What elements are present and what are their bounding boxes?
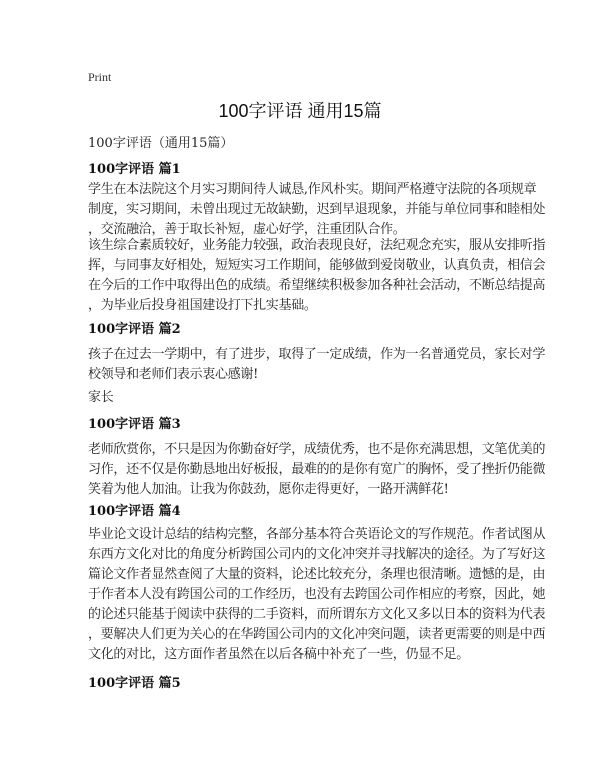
section-heading: 100字评语 篇5 bbox=[88, 676, 181, 691]
section-heading: 100字评语 篇3 bbox=[88, 417, 181, 432]
text-line: 校领导和老师们表示衷心感谢! bbox=[88, 367, 259, 382]
text-line: 笑着为他人加油。让我为你鼓劲，愿你走得更好，一路开满鲜花! bbox=[88, 482, 449, 497]
text-line: 该生综合素质较好，业务能力较强，政治表现良好，法纪观念充实，服从安排听指 bbox=[88, 238, 546, 253]
text-line: 毕业论文设计总结的结构完整，各部分基本符合英语论文的写作规范。作者试图从 bbox=[88, 527, 546, 542]
paragraph bbox=[88, 440, 546, 500]
print-label: Print bbox=[88, 70, 112, 84]
paragraph bbox=[88, 180, 546, 240]
text-line: 东西方文化对比的角度分析跨国公司内的文化冲突并寻找解决的途径。为了写好这 bbox=[88, 547, 546, 562]
section-heading: 100字评语 篇1 bbox=[88, 162, 181, 177]
text-line: 于作者本人没有跨国公司的工作经历，也没有去跨国公司作相应的考察，因此，她 bbox=[88, 587, 546, 602]
text-line: 在今后的工作中取得出色的成绩。希望继续积极参加各种社会活动，不断总结提高 bbox=[88, 278, 546, 293]
text-line: 制度，实习期间，未曾出现过无故缺勤，迟到早退现象，并能与单位同事和睦相处 bbox=[88, 202, 546, 217]
text-line: 学生在本法院这个月实习期间待人诚恳,作风朴实。期间严格遵守法院的各项规章 bbox=[88, 182, 537, 197]
text-line: 挥，与同事友好相处，短短实习工作期间，能够做到爱岗敬业，认真负责，相信会 bbox=[88, 258, 546, 273]
text-line: ，为毕业后投身祖国建设打下扎实基础。 bbox=[88, 298, 317, 313]
paragraph bbox=[88, 236, 546, 316]
section-heading: 100字评语 篇4 bbox=[88, 504, 181, 519]
text-line: ，要解决人们更为关心的在华跨国公司内的文化冲突问题，读者更需要的则是中西 bbox=[88, 627, 546, 642]
paragraph bbox=[88, 525, 546, 665]
text-line: ，交流融洽，善于取长补短，虚心好学，注重团队合作。 bbox=[88, 222, 406, 237]
text-line: 孩子在过去一学期中，有了进步，取得了一定成绩，作为一名普通党员，家长对学 bbox=[88, 347, 546, 362]
paragraph bbox=[88, 388, 528, 408]
text-line: 老师欣赏你，不只是因为你勤奋好学，成绩优秀，也不是你充满思想，文笔优美的 bbox=[88, 442, 546, 457]
text-line: 文化的对比，这方面作者虽然在以后各稿中补充了一些，仍显不足。 bbox=[88, 647, 470, 662]
text-line: 的论述只能基于阅读中获得的二手资料，而所谓东方文化又多以日本的资料为代表 bbox=[88, 607, 546, 622]
text-line: 家长 bbox=[88, 390, 114, 405]
text-line: 习作，还不仅是你勤恳地出好板报，最难的的是你有宽广的胸怀，受了挫折仍能微 bbox=[88, 462, 546, 477]
text-line: 篇论文作者显然查阅了大量的资料，论述比较充分，条理也很清晰。遗憾的是，由 bbox=[88, 567, 546, 582]
paragraph bbox=[88, 345, 546, 385]
subtitle: 100字评语（通用15篇） bbox=[88, 136, 234, 151]
section-heading: 100字评语 篇2 bbox=[88, 322, 181, 337]
page-title: 100字评语 通用15篇 bbox=[218, 101, 382, 121]
